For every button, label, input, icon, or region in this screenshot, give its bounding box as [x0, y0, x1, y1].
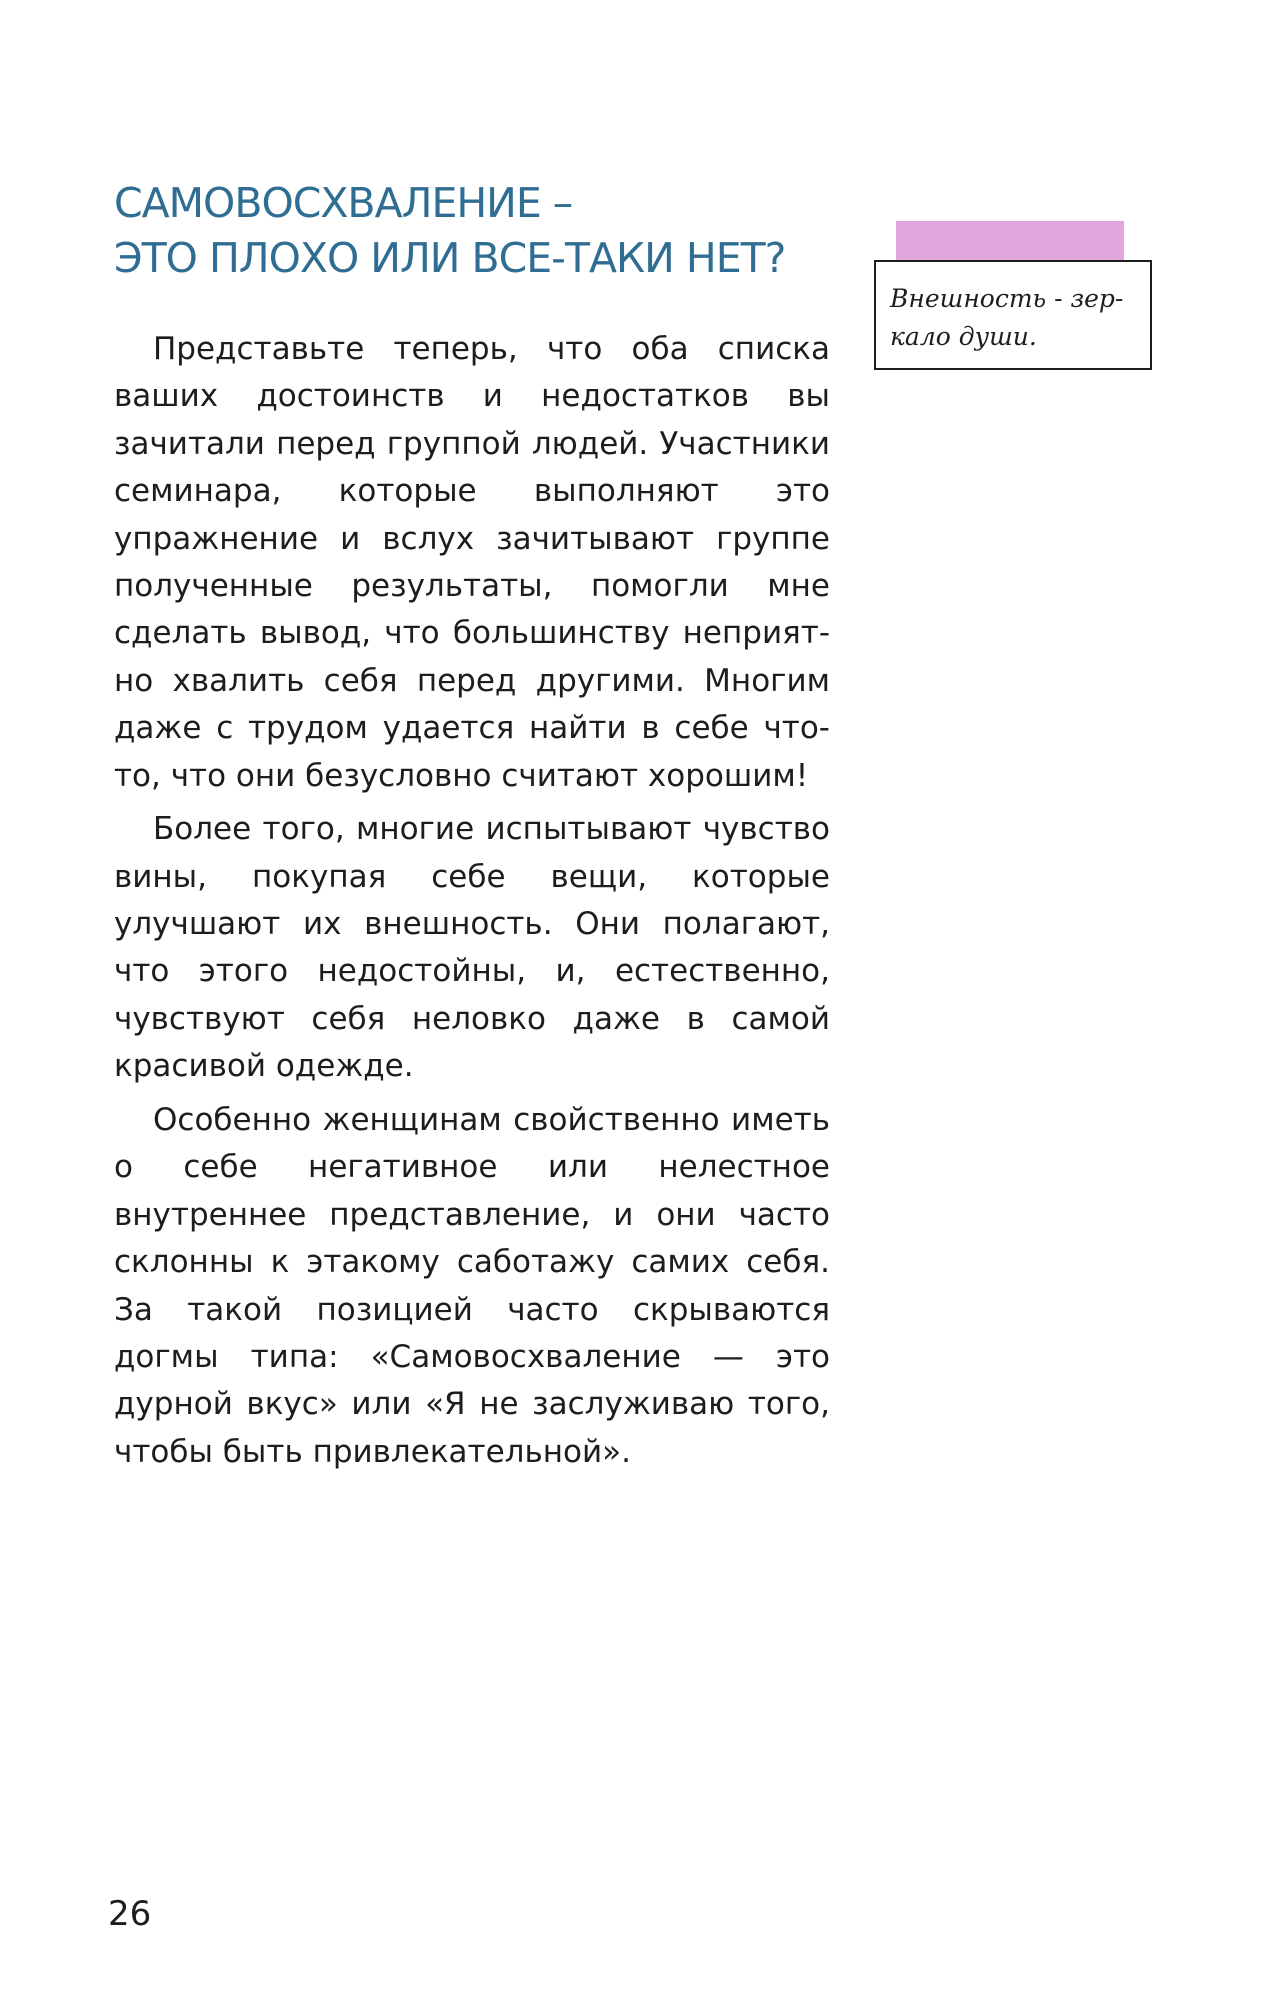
paragraph-3: Особенно женщинам свойственно иметь о себе негативное или нелестное внутреннее представление, и они часто склонны к этакому саботажу самих себя. За такой позицией часто скрываются догмы типа: «Самовосхваление — это дурной вкус» или «Я не заслуживаю того, чтобы быть привлекательной». [114, 1101, 830, 1470]
paragraph-1: Представьте теперь, что оба списка ваших достоинств и недостатков вы зачитали перед группой людей. Участники семинара, которые выполняют это упражнение и вслух зачитывают группе полученные результаты, помогли мне сделать вывод, что большинству неприятно хвалить себя перед другими. Многим даже с трудом удается найти в себе что-то, что они безусловно считают хорошим! [114, 331, 830, 794]
sidebar-accent-tab [896, 221, 1124, 261]
heading-line-2: ЭТО ПЛОХО ИЛИ ВСЕ-ТАКИ НЕТ? [114, 234, 786, 282]
sidebar-quote-box [874, 260, 1152, 370]
body-text [114, 326, 830, 1482]
heading-line-1: САМОВОСХВАЛЕНИЕ – [114, 179, 573, 227]
chapter-heading [114, 176, 874, 286]
page-number: 26 [108, 1894, 152, 1934]
sidebar-quote: Внешность - зер- кало души. [890, 284, 1124, 351]
paragraph-2: Более того, многие испытывают чувство вины, покупая себе вещи, которые улучшают их внешность. Они полагают, что этого недостойны, и, естественно, чувствуют себя неловко даже в самой красивой одежде. [114, 811, 830, 1085]
